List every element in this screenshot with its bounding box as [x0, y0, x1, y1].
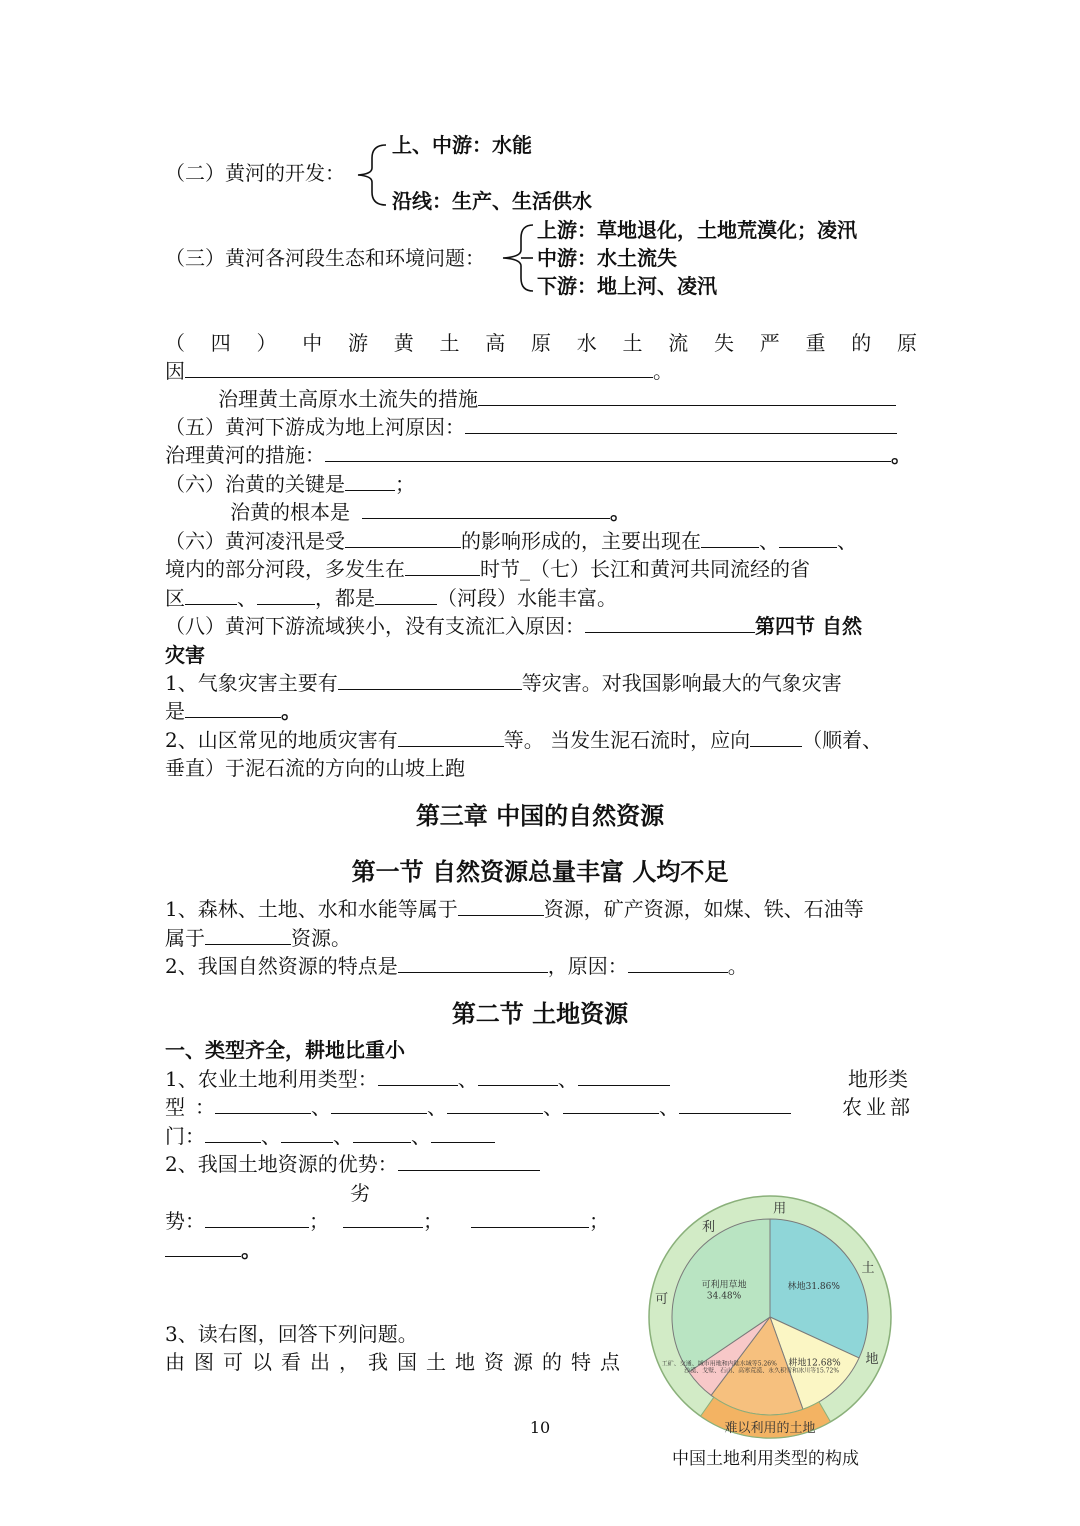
answer-blank[interactable]: [375, 586, 437, 605]
answer-blank[interactable]: [345, 529, 461, 548]
pie-slice-label-3: 沙漠、戈壁、石山、高寒荒漠、永久积雪和冰川等15.72%: [684, 1367, 840, 1375]
s8-line: （八）黄河下游流域狭小，没有支流汇入原因： 第四节 自然: [165, 614, 862, 638]
answer-blank[interactable]: [628, 954, 728, 973]
s3-upper: 上游：草地退化，土地荒漠化；凌汛: [537, 218, 857, 242]
pie-slice-label-1: 林地31.86%: [787, 1281, 840, 1292]
answer-blank[interactable]: [205, 1124, 261, 1143]
sec2-heading: 一、类型齐全，耕地比重小: [165, 1038, 405, 1062]
answer-blank[interactable]: [257, 586, 315, 605]
answer-blank[interactable]: [378, 1067, 458, 1086]
sec2-q3b-line: 由 图 可 以 看 出 ， 我 国 土 地 资 源 的 特 点: [165, 1350, 620, 1374]
ring-label-char: 地: [865, 1352, 879, 1368]
pie-slice-label-2: 耕地12.68%: [788, 1358, 841, 1369]
agri-blanks-line: 门： 、 、 、: [165, 1124, 495, 1148]
brace-s2: [350, 140, 390, 210]
s3-lower: 下游：地上河、凌汛: [537, 274, 717, 298]
answer-blank[interactable]: [343, 1209, 423, 1228]
terrain-blanks-line: 型 ： 、 、 、 、: [165, 1095, 791, 1119]
s2-top: 上、中游：水能: [392, 133, 532, 157]
disadvantage-label: 劣: [350, 1181, 370, 1205]
answer-blank[interactable]: [398, 728, 504, 747]
answer-blank[interactable]: [345, 472, 395, 491]
s2-bottom: 沿线：生产、生活供水: [392, 189, 592, 213]
answer-blank[interactable]: [465, 415, 897, 434]
answer-blank[interactable]: [331, 1095, 427, 1114]
answer-blank[interactable]: [185, 586, 237, 605]
answer-blank[interactable]: [701, 529, 759, 548]
answer-blank[interactable]: [679, 1095, 791, 1114]
sec1-q1-cont: 属于 资源。: [165, 926, 351, 950]
answer-blank[interactable]: [185, 359, 653, 378]
answer-blank[interactable]: [578, 1067, 670, 1086]
s6b-line1: （六）黄河凌汛是受 的影响形成的，主要出现在 、 、: [165, 529, 857, 553]
answer-blank[interactable]: [362, 500, 610, 519]
agri-label: 农业部: [842, 1095, 914, 1119]
sec2-q3-line: 3、读右图，回答下列问题。: [165, 1322, 418, 1346]
pie-slice-label-4: 工矿、交通、城市用地和内陆水域等5.26%: [661, 1360, 777, 1368]
sec2-q2-line: 2、我国土地资源的优势：: [165, 1152, 540, 1176]
disaster-q2-line: 2、山区常见的地质灾害有 等。 当发生泥石流时，应向 （顺着、: [165, 728, 883, 752]
disaster-q1-line: 1、气象灾害主要有 等灾害。对我国影响最大的气象灾害: [165, 671, 842, 695]
section2-title: 第二节 土地资源: [451, 1000, 629, 1028]
s5-q2-line: 治理黄河的措施： 。: [165, 443, 911, 467]
answer-blank[interactable]: [205, 1209, 309, 1228]
answer-blank[interactable]: [281, 1124, 333, 1143]
disadvantage-cont: 。: [165, 1238, 261, 1262]
s6-root-line: 治黄的根本是 。: [230, 500, 630, 524]
disadvantage-line: 势： ； ； ；: [165, 1209, 609, 1233]
ring-label-unusable: 难以利用的土地: [724, 1421, 816, 1436]
chapter-title: 第三章 中国的自然资源: [415, 802, 665, 830]
s6b-line3: 区 、 ，都是 （河段）水能丰富。: [165, 586, 617, 610]
s3-label: （三）黄河各河段生态和环境问题：: [165, 246, 485, 270]
answer-blank[interactable]: [478, 1067, 558, 1086]
sec2-q1-line: 1、农业土地利用类型： 、 、: [165, 1067, 670, 1091]
s4-measures-line: 治理黄土高原水土流失的措施: [218, 387, 896, 411]
land-use-pie-chart: [640, 1195, 900, 1441]
answer-blank[interactable]: [398, 954, 548, 973]
answer-blank[interactable]: [750, 728, 802, 747]
answer-blank[interactable]: [325, 443, 891, 462]
answer-blank[interactable]: [405, 557, 480, 576]
section1-title: 第一节 自然资源总量丰富 人均不足: [351, 858, 729, 886]
s2-label: （二）黄河的开发：: [165, 161, 345, 185]
s6-key-line: （六）治黄的关键是 ；: [165, 472, 415, 496]
disaster-q1-cont: 是 。: [165, 699, 301, 723]
answer-blank[interactable]: [563, 1095, 659, 1114]
ring-label-char: 土: [861, 1261, 875, 1277]
s3-middle: 中游：水土流失: [537, 246, 677, 270]
answer-blank[interactable]: [353, 1124, 411, 1143]
ring-label-char: 利: [701, 1219, 715, 1235]
answer-blank[interactable]: [338, 671, 522, 690]
answer-blank[interactable]: [585, 614, 755, 633]
s5-q1-line: （五）黄河下游成为地上河原因：: [165, 415, 897, 439]
page-number: 10: [529, 1418, 551, 1437]
s4-cont-line: 因 。: [165, 359, 673, 383]
terrain-label: 地形类: [848, 1067, 908, 1091]
answer-blank[interactable]: [398, 1152, 540, 1171]
ring-label-char: 可: [655, 1291, 669, 1307]
answer-blank[interactable]: [205, 926, 291, 945]
pie-slice-label-5: 可利用草地 34.48%: [701, 1280, 747, 1302]
answer-blank[interactable]: [165, 1238, 241, 1257]
chart-caption: 中国土地利用类型的构成: [672, 1449, 859, 1469]
answer-blank[interactable]: [185, 699, 281, 718]
ring-label-char: 用: [773, 1201, 787, 1217]
answer-blank[interactable]: [458, 897, 544, 916]
s6b-line2: 境内的部分河段，多发生在 时节_（七）长江和黄河共同流经的省: [165, 557, 810, 581]
brace-s3: [495, 220, 537, 296]
answer-blank[interactable]: [431, 1124, 495, 1143]
answer-blank[interactable]: [471, 1209, 589, 1228]
answer-blank[interactable]: [447, 1095, 543, 1114]
answer-blank[interactable]: [215, 1095, 311, 1114]
answer-blank[interactable]: [478, 387, 896, 406]
s4-question-line: （ 四 ） 中 游 黄 土 高 原 水 土 流 失 严 重 的 原: [165, 331, 917, 355]
sec1-q2-line: 2、我国自然资源的特点是 ，原因： 。: [165, 954, 748, 978]
s8-section-cont: 灾害: [165, 643, 205, 667]
disaster-q2-cont: 垂直）于泥石流的方向的山坡上跑: [165, 756, 465, 780]
sec1-q1-line: 1、森林、土地、水和水能等属于 资源，矿产资源，如煤、铁、石油等: [165, 897, 864, 921]
answer-blank[interactable]: [779, 529, 837, 548]
